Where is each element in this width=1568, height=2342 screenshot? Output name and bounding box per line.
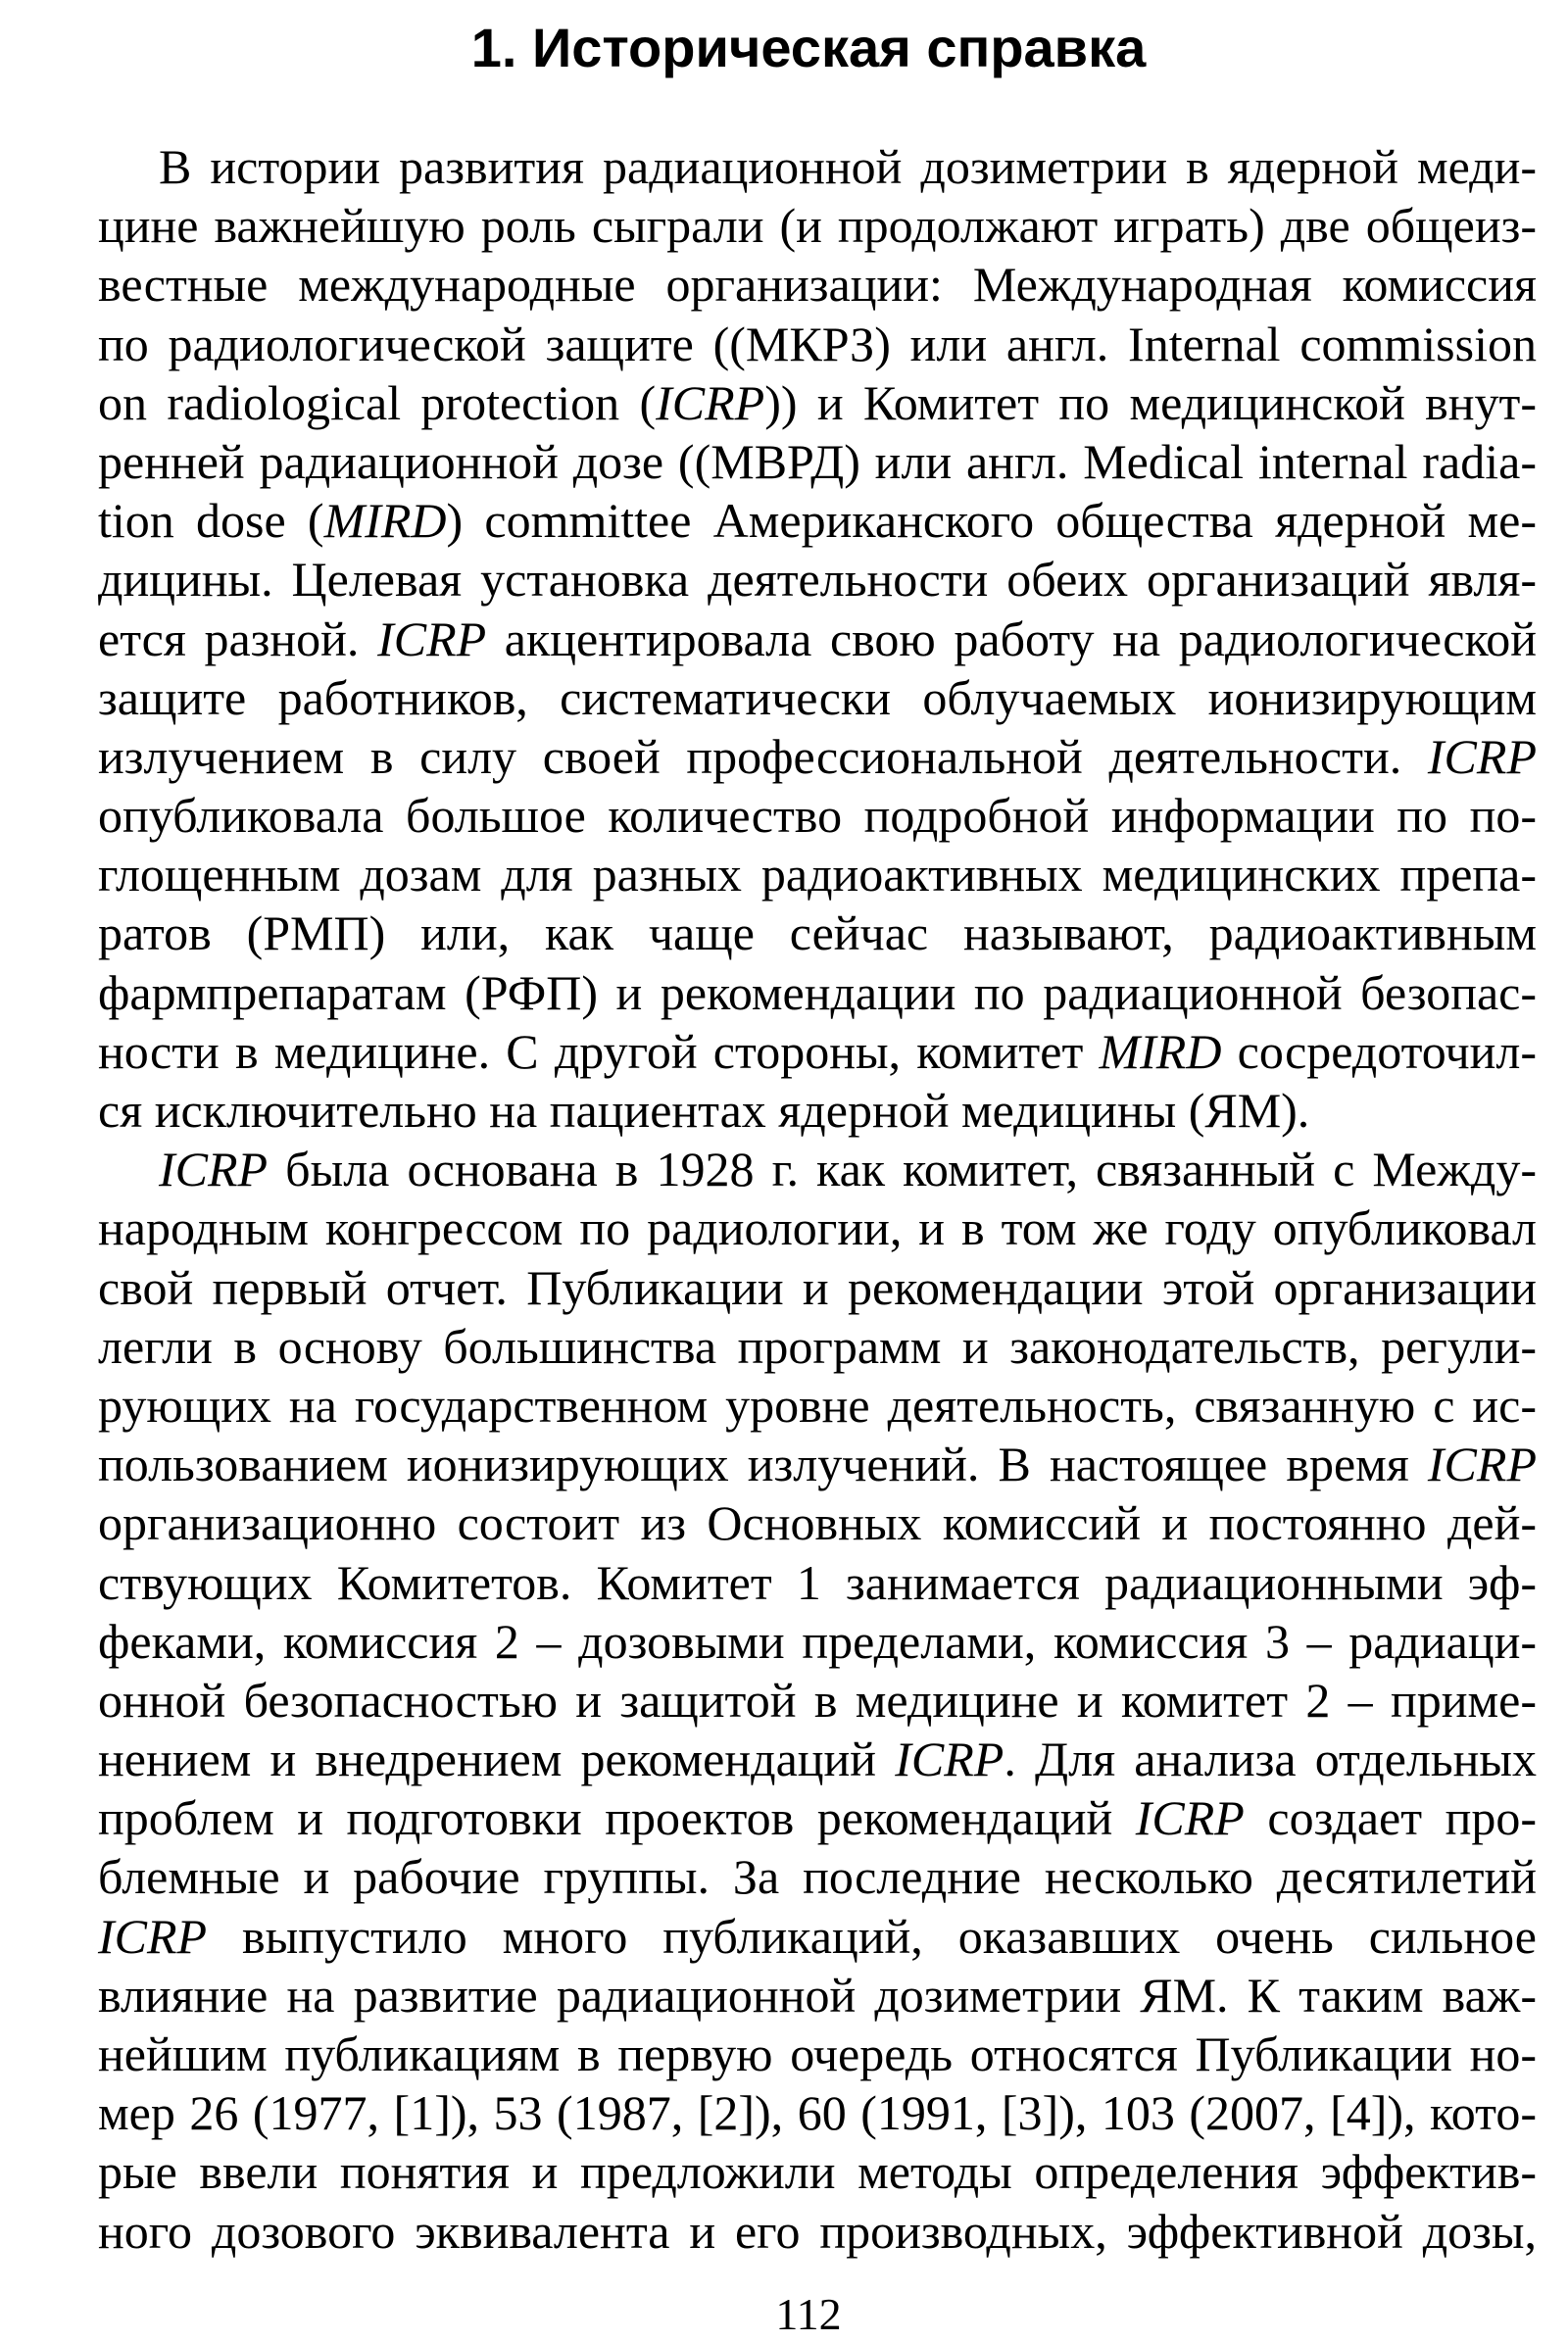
paragraph-2-line <box>98 2142 1537 2201</box>
paragraph-1-line <box>98 845 1537 903</box>
text-run: ного дозового эквивалента и его производных, эффективной дозы, <box>98 2203 1537 2259</box>
text-run: ренней радиационной дозе ((МВРД) или англ. Medical internal radia- <box>98 433 1537 489</box>
paragraph-2-line <box>98 2083 1537 2142</box>
paragraph-2-line <box>98 1258 1537 1317</box>
text-run: ности в медицине. С другой стороны, комитет <box>98 1023 1100 1079</box>
paragraph-2-line <box>98 1612 1537 1671</box>
text-run: ствующих Комитетов. Комитет 1 занимается радиационными эф- <box>98 1554 1537 1610</box>
paragraph-2-line <box>98 1730 1537 1788</box>
italic-term: ICRP <box>895 1732 1004 1787</box>
text-run: рые ввели понятия и предложили методы определения эффектив- <box>98 2144 1537 2200</box>
text-run: on radiological protection ( <box>98 374 657 430</box>
body-text <box>98 137 1537 2261</box>
text-run: ся исключительно на пациентах ядерной медицины (ЯМ). <box>98 1083 1310 1138</box>
text-run: дицины. Целевая установка деятельности обеих организаций явля- <box>98 552 1537 608</box>
text-run: ется разной. <box>98 610 378 666</box>
text-run: онной безопасностью и защитой в медицине и комитет 2 – приме- <box>98 1672 1537 1728</box>
text-run: проблем и подготовки проектов рекомендаций <box>98 1790 1136 1846</box>
text-run: народным конгрессом по радиологии, и в том же году опубликовал <box>98 1200 1537 1256</box>
paragraph-2-line <box>98 1140 1537 1198</box>
text-run: свой первый отчет. Публикации и рекомендации этой организации <box>98 1259 1537 1315</box>
paragraph-1-line <box>98 727 1537 786</box>
paragraph-1-line <box>98 610 1537 668</box>
text-run: выпустило много публикаций, оказавших очень сильное <box>207 1908 1537 1964</box>
text-run: блемные и рабочие группы. За последние несколько десятилетий <box>98 1849 1537 1905</box>
text-run: мер 26 (1977, [1]), 53 (1987, [2]), 60 (1991, [3]), 103 (2007, [4]), кото- <box>98 2085 1537 2141</box>
paragraph-2-line <box>98 1907 1537 1966</box>
paragraph-2-line <box>98 1317 1537 1376</box>
paragraph-1-line <box>98 255 1537 314</box>
text-run: опубликовала большое количество подробной информации по по- <box>98 788 1537 844</box>
italic-term: MIRD <box>1099 1023 1222 1079</box>
italic-term: ICRP <box>1427 728 1537 784</box>
text-run: создает про- <box>1244 1790 1538 1846</box>
text-run: феками, комиссия 2 – дозовыми пределами, комиссия 3 – радиаци- <box>98 1613 1537 1669</box>
text-run: ) committee Американского общества ядерной ме- <box>446 493 1537 549</box>
italic-term: ICRP <box>98 1908 208 1964</box>
paragraph-1-line <box>98 668 1537 727</box>
text-run: . Для анализа отдельных <box>1004 1732 1537 1787</box>
italic-term: ICRP <box>377 610 487 666</box>
text-run: нением и внедрением рекомендаций <box>98 1732 896 1787</box>
italic-term: ICRP <box>159 1142 269 1197</box>
paragraph-2-line <box>98 1493 1537 1552</box>
paragraph-2-line <box>98 1376 1537 1435</box>
text-run: была основана в 1928 г. как комитет, связанный с Между- <box>268 1142 1537 1197</box>
paragraph-1-line <box>98 1022 1537 1081</box>
text-run: сосредоточил- <box>1221 1023 1537 1079</box>
paragraph-2-line <box>98 1435 1537 1493</box>
text-run: акцентировала свою работу на радиологической <box>486 610 1537 666</box>
paragraph-2-line <box>98 1553 1537 1612</box>
paragraph-2-line <box>98 1788 1537 1847</box>
paragraph-2-line <box>98 2202 1537 2261</box>
paragraph-1-line <box>98 315 1537 373</box>
paragraph-1-line <box>98 373 1537 432</box>
text-run: пользованием ионизирующих излучений. В настоящее время <box>98 1437 1428 1492</box>
paragraph-1-line <box>98 196 1537 255</box>
text-run: цине важнейшую роль сыграли (и продолжают играть) две общеиз- <box>98 198 1537 254</box>
text-run: легли в основу большинства программ и законодательств, регули- <box>98 1318 1537 1374</box>
italic-term: MIRD <box>323 493 447 549</box>
text-run: tion dose ( <box>98 493 324 549</box>
paragraph-1-line <box>98 1081 1537 1140</box>
paragraph-2-line <box>98 2025 1537 2083</box>
page-number: 112 <box>775 2289 842 2339</box>
italic-term: ICRP <box>1427 1437 1537 1492</box>
paragraph-2-line <box>98 1966 1537 2025</box>
paragraph-1-line <box>98 432 1537 491</box>
text-run: влияние на развитие радиационной дозиметрии ЯМ. К таким важ- <box>98 1967 1537 2023</box>
text-run: рующих на государственном уровне деятельность, связанную с ис- <box>98 1377 1537 1433</box>
paragraph-1-line <box>98 491 1537 550</box>
italic-term: ICRP <box>1135 1790 1245 1846</box>
text-run: излучением в силу своей профессиональной деятельности. <box>98 728 1428 784</box>
paragraph-2-line <box>98 1198 1537 1257</box>
text-run: вестные международные организации: Международная комиссия <box>98 257 1537 313</box>
section-heading: 1. Историческая справка <box>470 17 1147 78</box>
text-run: защите работников, систематически облучаемых ионизирующим <box>98 669 1537 725</box>
paragraph-2-line <box>98 1847 1537 1906</box>
text-run: нейшим публикациям в первую очередь относятся Публикации но- <box>98 2026 1537 2081</box>
text-run: ратов (РМП) или, как чаще сейчас называют, радиоактивным <box>98 905 1537 961</box>
paragraph-1-line <box>98 786 1537 845</box>
paragraph-1-line <box>98 550 1537 609</box>
text-run: )) и Комитет по медицинской внут- <box>764 374 1538 430</box>
text-run: фармпрепаратам (РФП) и рекомендации по радиационной безопас- <box>98 964 1537 1020</box>
text-run: В истории развития радиационной дозиметрии в ядерной меди- <box>159 139 1537 194</box>
italic-term: ICRP <box>656 374 765 430</box>
paragraph-1-line <box>98 963 1537 1022</box>
paragraph-1-line <box>98 903 1537 962</box>
text-run: организационно состоит из Основных комиссий и постоянно дей- <box>98 1495 1537 1551</box>
text-run: по радиологической защите ((МКРЗ) или англ. Internal commission <box>98 316 1537 371</box>
paragraph-1-line <box>98 137 1537 196</box>
text-run: глощенным дозам для разных радиоактивных медицинских препа- <box>98 847 1537 903</box>
paragraph-2-line <box>98 1671 1537 1730</box>
